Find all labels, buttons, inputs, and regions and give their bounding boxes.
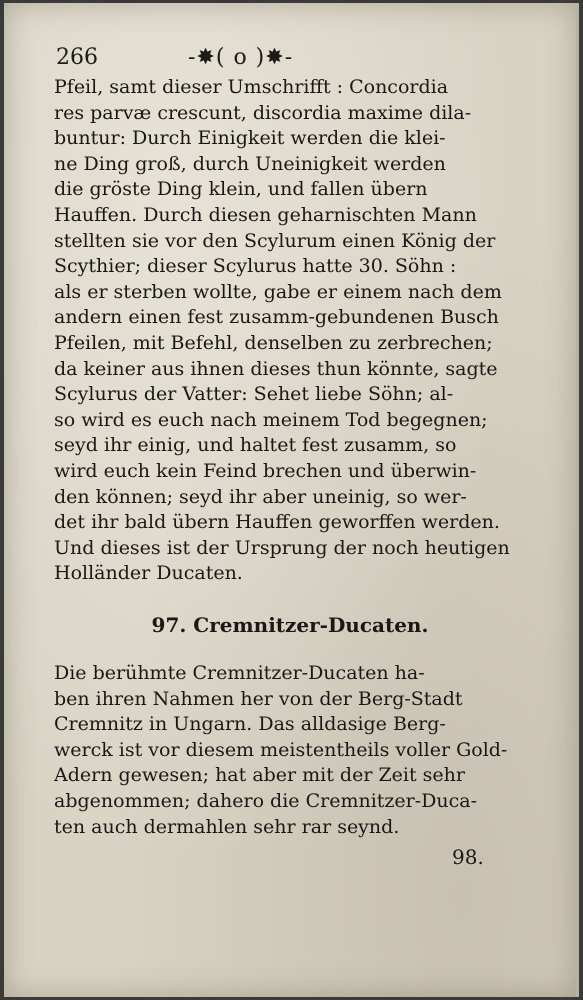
book-page <box>4 3 579 997</box>
section-heading: 97. Cremnitzer-Ducaten. <box>151 613 429 637</box>
text-line: abgenommen; dahero die Cremnitzer-Duca- <box>54 789 478 812</box>
text-line: ben ihren Nahmen her von der Berg-Stadt <box>54 687 463 710</box>
text-line: ten auch dermahlen sehr rar seynd. <box>54 815 400 838</box>
text-line: Scylurus der Vatter: Sehet liebe Söhn; al- <box>54 383 454 406</box>
text-line: stellten sie vor den Scylurum einen König der <box>54 229 496 252</box>
ornamental-running-head: -✸( o )✸- <box>188 45 294 70</box>
text-line: Cremnitz in Ungarn. Das alldasige Berg- <box>54 713 446 736</box>
text-line: wird euch kein Feind brechen und überwin- <box>54 459 477 482</box>
text-line: die gröste Ding klein, und fallen übern <box>54 178 428 201</box>
text-line: seyd ihr einig, und haltet fest zusamm, so <box>54 434 457 457</box>
text-line: Holländer Ducaten. <box>54 562 243 585</box>
section-paragraph <box>54 661 516 840</box>
text-line: Pfeil, samt dieser Umschrifft : Concordia <box>54 76 449 98</box>
text-line: Die berühmte Cremnitzer-Ducaten ha- <box>54 662 425 684</box>
body-paragraph <box>54 75 516 587</box>
text-line: so wird es euch nach meinem Tod begegnen; <box>54 408 488 431</box>
text-line: det ihr bald übern Hauffen geworffen werden. <box>54 511 500 534</box>
text-line: werck ist vor diesem meistentheils voller Gold- <box>54 738 508 761</box>
text-line: Und dieses ist der Ursprung der noch heutigen <box>54 536 510 559</box>
page-header <box>56 45 526 75</box>
page-number: 266 <box>56 45 98 70</box>
text-line: andern einen fest zusamm-gebundenen Busch <box>54 306 499 329</box>
text-line: den können; seyd ihr aber uneinig, so wer- <box>54 485 467 508</box>
text-line: Adern gewesen; hat aber mit der Zeit sehr <box>54 764 465 787</box>
text-line: als er sterben wollte, gabe er einem nach dem <box>54 280 502 303</box>
text-line: buntur: Durch Einigkeit werden die klei- <box>54 127 446 150</box>
text-line: ne Ding groß, durch Uneinigkeit werden <box>54 152 446 175</box>
text-line: Hauffen. Durch diesen geharnischten Mann <box>54 203 477 226</box>
text-line: res parvæ crescunt, discordia maxime dila- <box>54 101 472 124</box>
text-line: Scythier; dieser Scylurus hatte 30. Söhn : <box>54 255 457 278</box>
catchword: 98. <box>452 845 484 869</box>
text-line: Pfeilen, mit Befehl, denselben zu zerbrechen; <box>54 331 493 354</box>
text-line: da keiner aus ihnen dieses thun könnte, sagte <box>54 357 498 380</box>
